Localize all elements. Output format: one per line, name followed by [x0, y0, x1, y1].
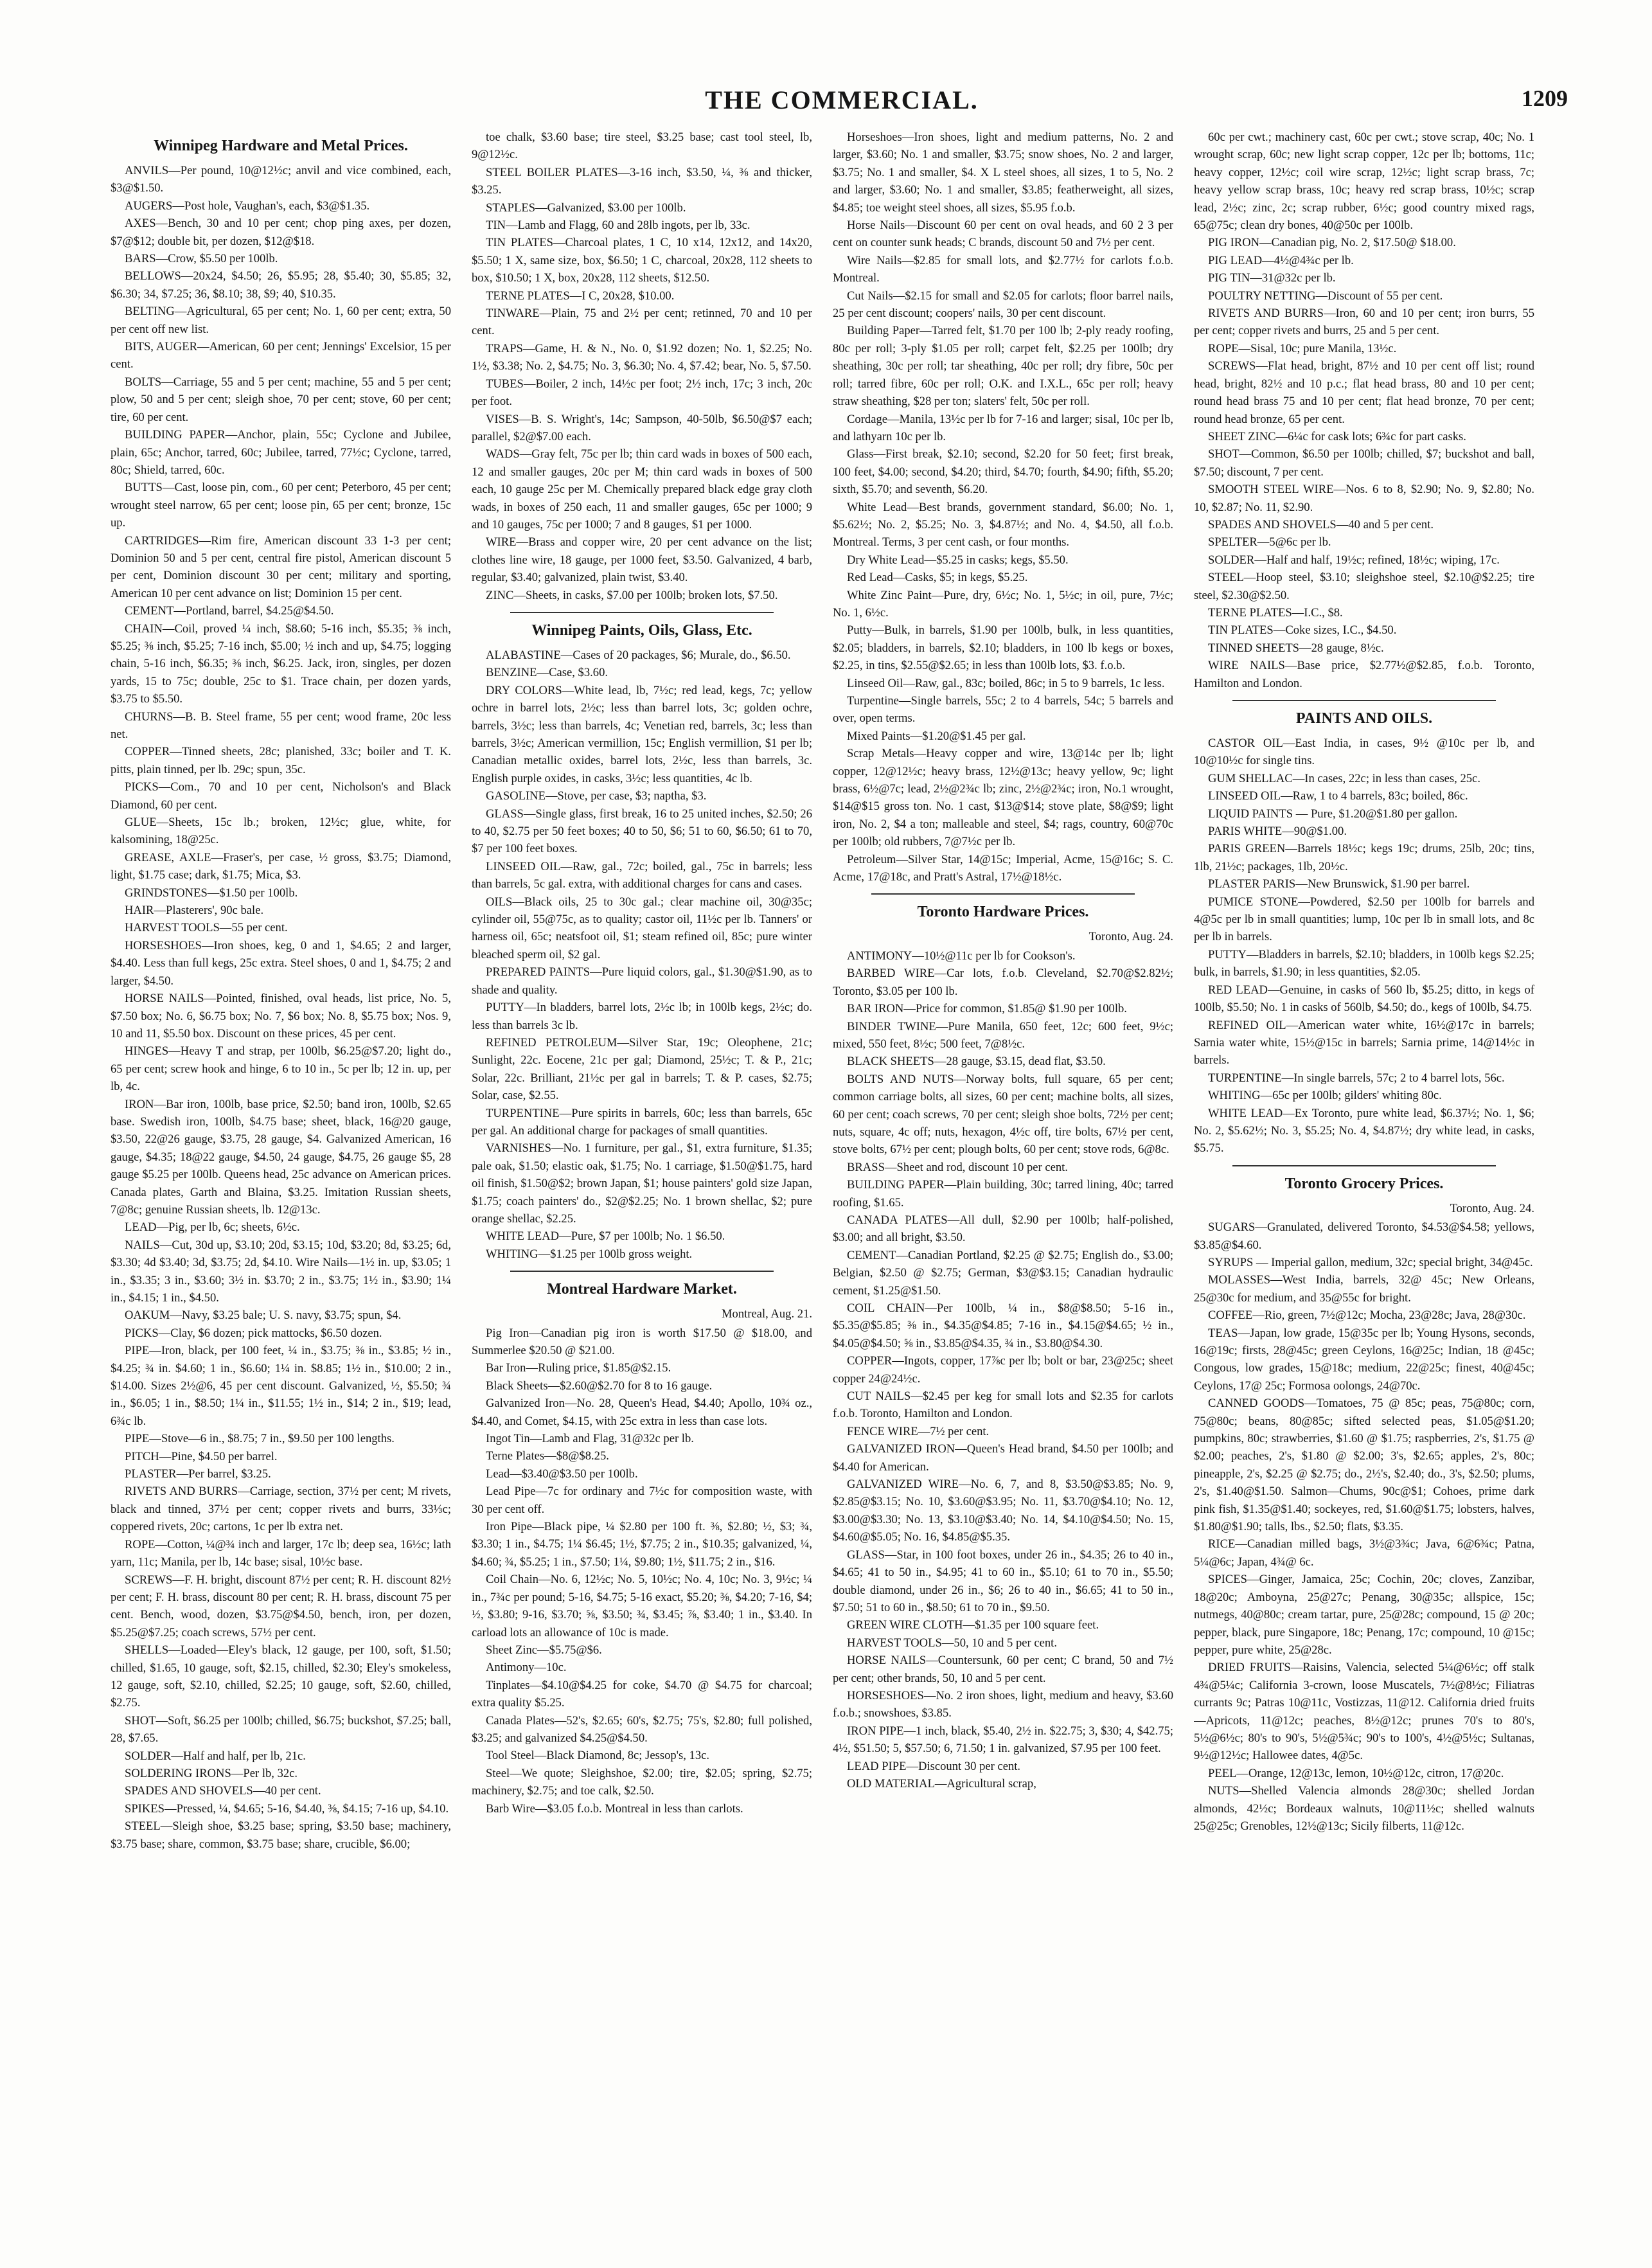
price-entry: SHOT—Common, $6.50 per 100lb; chilled, $7; buckshot and ball, $7.50; discount, 7 per cent. [1194, 447, 1534, 479]
price-entry: PIPE—Iron, black, per 100 feet, ¼ in., $3.75; ⅜ in., $3.85; ½ in., $4.25; ¾ in. $4.60; 1 in., $6.60; 1¼ in. $8.85; 1½ in., $10.00; 2 in., $14.00. Sizes 2½@6, 45 per cent discount. Galvanized, ½, $5.50; ¾ in., $6.05; 1 in., $8.50; 1¼ in., $11.55; 1½ in., $14; 2 in., $19; lead, 6¾c lb. [111, 1344, 451, 1428]
price-entry: Lead Pipe—7c for ordinary and 7½c for composition waste, with 30 per cent off. [472, 1485, 812, 1516]
price-entry: PREPARED PAINTS—Pure liquid colors, gal., $1.30@$1.90, as to shade and quality. [472, 965, 812, 997]
price-entry: SHELLS—Loaded—Eley's black, 12 gauge, per 100, soft, $1.50; chilled, $1.65, 10 gauge, soft, $2.15, chilled, $2.30; Eley's smokeless, 12 gauge, soft, $2.10, chilled, $2.25; 10 gauge, soft, $2.60, chilled, $2.75. [111, 1643, 451, 1710]
price-entry: ANVILS—Per pound, 10@12½c; anvil and vice combined, each, $3@$1.50. [111, 164, 451, 195]
price-entry: GUM SHELLAC—In cases, 22c; in less than cases, 25c. [1208, 771, 1480, 785]
price-entry: toe chalk, $3.60 base; tire steel, $3.25 base; cast tool steel, lb, 9@12½c. [472, 130, 812, 162]
price-entry: ZINC—Sheets, in casks, $7.00 per 100lb; broken lots, $7.50. [486, 588, 778, 602]
section-divider [510, 1271, 774, 1272]
price-entry: RICE—Canadian milled bags, 3½@3¾c; Java, 6@6¾c; Patna, 5¼@6c; Japan, 4¾@ 6c. [1194, 1537, 1534, 1569]
price-entry: HORSESHOES—No. 2 iron shoes, light, medium and heavy, $3.60 f.o.b.; snowshoes, $3.85. [833, 1688, 1173, 1720]
price-entry: GLASS—Single glass, first break, 16 to 25 united inches, $2.50; 26 to 40, $2.75 per 50 feet boxes; 40 to 50, $6; 51 to 60, $6.50; 61 to 70, $7 per 100 feet boxes. [472, 807, 812, 856]
price-entry: TINNED SHEETS—28 gauge, 8½c. [1208, 641, 1384, 655]
price-entry: Petroleum—Silver Star, 14@15c; Imperial, Acme, 15@16c; S. C. Acme, 17@18c, and Pratt's Astral, 17½@18½c. [833, 852, 1173, 884]
column-1 [111, 129, 451, 2240]
price-entry: TURPENTINE—In single barrels, 57c; 2 to 4 barrel lots, 56c. [1208, 1071, 1505, 1085]
price-entry: Building Paper—Tarred felt, $1.70 per 100 lb; 2-ply ready roofing, 80c per roll; 3-ply $1.05 per roll; carpet felt, $2.25 per 100lb; dry sheathing, 30c per roll; tar sheathing, 40c per roll; dry fibre, 50c per roll; tarred fibre, 60c per roll; O.K. and I.X.L., 65c per roll; heavy straw sheathing, $28 per ton; slaters' felt, 50c per roll. [833, 324, 1173, 409]
section-title: Winnipeg Paints, Oils, Glass, Etc. [531, 621, 752, 639]
price-entry: SPADES AND SHOVELS—40 and 5 per cent. [1208, 517, 1434, 531]
section-title: PAINTS AND OILS. [1295, 710, 1433, 727]
price-entry: SOLDERING IRONS—Per lb, 32c. [125, 1766, 298, 1780]
price-entry: WIRE NAILS—Base price, $2.77½@$2.85, f.o.b. Toronto, Hamilton and London. [1194, 659, 1534, 690]
section-title: Winnipeg Hardware and Metal Prices. [154, 138, 408, 154]
price-entry: White Lead—Best brands, government standard, $6.00; No. 1, $5.62½; No. 2, $5.25; No. 3, $4.87½; and No. 4, $4.50, all f.o.b. Montreal. Terms, 3 per cent cash, or four months. [833, 500, 1173, 549]
price-entry: White Zinc Paint—Pure, dry, 6½c; No. 1, 5½c; in oil, pure, 7½c; No. 1, 6½c. [833, 588, 1173, 620]
price-entry: LEAD PIPE—Discount 30 per cent. [847, 1759, 1021, 1773]
price-entry: HAIR—Plasterers', 90c bale. [125, 904, 264, 918]
price-entry: PIG IRON—Canadian pig, No. 2, $17.50@ $18.00. [1208, 236, 1456, 250]
price-entry: SCREWS—F. H. bright, discount 87½ per cent; R. H. discount 82½ per cent; F. H. brass, discount 80 per cent; R. H. brass, discount 75 per cent. Bench, wood, dozen, $3.75@$4.50, bench, iron, per dozen, $5.25@$7.25; coach screws, 57½ per cent. [111, 1573, 451, 1639]
section-divider [510, 612, 774, 613]
price-entry: CANNED GOODS—Tomatoes, 75 @ 85c; peas, 75@80c; corn, 75@80c; beans, 80@85c; sifted selected peas, $1.05@$1.20; pumpkins, 80c; strawberries, $1.60 @ $1.75; raspberries, 2's, $1.75 @ $2.00; peaches, 2's, $1.80 @ $2.00; 3's, $2.65; apples, 2's, 80c; pineapple, 2's, $2.25 @ $2.75; do., 2½'s, $2.40; do., 3's, $2.50; plums, 2's, $1.40@$1.50. Salmon—Chums, 90c@$1; Cohoes, prime dark pink fish, $1.35@$1.40; sockeyes, red, $1.60@$1.75; lobsters, halves, $1.80@$1.90; talls, lbs., $2.50; flats, $3.35. [1194, 1397, 1534, 1534]
price-entry: STEEL—Hoop steel, $3.10; sleighshoe steel, $2.10@$2.25; tire steel, $2.30@$2.50. [1194, 571, 1534, 602]
price-entry: HORSESHOES—Iron shoes, keg, 0 and 1, $4.65; 2 and larger, $4.40. Less than full kegs, 25c extra. Steel shoes, 0 and 1, $4.75; 2 and larger, $4.50. [111, 938, 451, 988]
price-entry: MOLASSES—West India, barrels, 32@ 45c; New Orleans, 25@30c for medium, and 35@55c for bright. [1194, 1273, 1534, 1305]
price-entry: RED LEAD—Genuine, in casks of 560 lb, $5.25; ditto, in kegs of 100lb, $5.50; No. 1 in casks of 560lb, $4.50; do., kegs of 100lb, $4.75. [1194, 983, 1534, 1015]
price-entry: SHEET ZINC—6¼c for cask lots; 6¾c for part casks. [1208, 429, 1466, 443]
publication-title: THE COMMERCIAL. [705, 85, 979, 114]
price-entry: HORSE NAILS—Countersunk, 60 per cent; C brand, 50 and 7½ per cent; other brands, 50, 10 and 5 per cent. [833, 1654, 1173, 1685]
price-entry: Cordage—Manila, 13½c per lb for 7-16 and larger; sisal, 10c per lb, and lathyarn 10c per lb. [833, 412, 1173, 443]
price-entry: CASTOR OIL—East India, in cases, 9½ @10c per lb, and 10@10½c for single tins. [1194, 737, 1534, 768]
price-entry: POULTRY NETTING—Discount of 55 per cent. [1208, 289, 1443, 303]
price-entry: BELLOWS—20x24, $4.50; 26, $5.95; 28, $5.40; 30, $5.85; 32, $6.30; 34, $7.25; 36, $8.10; 38, $9; 40, $10.35. [111, 269, 451, 301]
price-entry: 60c per cwt.; machinery cast, 60c per cwt.; stove scrap, 40c; No. 1 wrought scrap, 60c; new light scrap copper, 12c per lb; bottoms, 11c; heavy copper, 12½c; coil wire scrap, 12½c; light scrap brass, 7c; heavy yellow scrap brass, 10c; heavy red scrap brass, 10½c; scrap lead, 2½c; zinc, 2c; scrap rubber, 6½c; good country mixed rags, 65@75c; clean dry bones, 40@50c per 100lb. [1194, 130, 1534, 233]
price-entry: COFFEE—Rio, green, 7½@12c; Mocha, 23@28c; Java, 28@30c. [1208, 1308, 1526, 1323]
price-entry: Linseed Oil—Raw, gal., 83c; boiled, 86c; in 5 to 9 barrels, 1c less. [847, 676, 1165, 690]
price-section [472, 1271, 812, 1817]
price-section [833, 129, 1173, 886]
price-entry: PARIS WHITE—90@$1.00. [1208, 825, 1347, 839]
price-entry: Pig Iron—Canadian pig iron is worth $17.50 @ $18.00, and Summerlee $20.50 @ $21.00. [472, 1326, 812, 1357]
price-entry: SPICES—Ginger, Jamaica, 25c; Cochin, 20c; cloves, Zanzibar, 18@20c; Amboyna, 25@27c; Penang, 30@35c; allspice, 15c; nutmegs, 40@80c; cream tartar, pure, 25@28c; compound, 15 @ 20c; pepper, black, pure Singapore, 18c; Penang, 17c; compound, 10 @15c; pepper, pure white, 25@28c. [1194, 1573, 1534, 1657]
price-entry: GASOLINE—Stove, per case, $3; naptha, $3. [486, 789, 707, 803]
price-entry: VISES—B. S. Wright's, 14c; Sampson, 40-50lb, $6.50@$7 each; parallel, $2@$7.00 each. [472, 412, 812, 443]
price-entry: BOLTS—Carriage, 55 and 5 per cent; machine, 55 and 5 per cent; plow, 50 and 5 per cent; sleigh shoe, 70 per cent; stove, 60 per cent; tire, 60 per cent. [111, 375, 451, 424]
price-entry: WIRE—Brass and copper wire, 20 per cent advance on the list; clothes line wire, 18 gauge, per 1000 feet, $3.50. Galvanized, 4 barb, regular, $3.40; galvanized, plain twist, $3.40. [472, 535, 812, 585]
price-entry: BITS, AUGER—American, 60 per cent; Jennings' Excelsior, 15 per cent. [111, 340, 451, 371]
section-title: Toronto Hardware Prices. [917, 904, 1089, 921]
price-entry: Horse Nails—Discount 60 per cent on oval heads, and 60 2 3 per cent on counter sunk heads; C brands, discount 50 and 7½ per cent. [833, 219, 1173, 250]
price-entry: PITCH—Pine, $4.50 per barrel. [125, 1449, 278, 1463]
price-entry: IRON—Bar iron, 100lb, base price, $2.50; band iron, 100lb, $2.65 base. Swedish iron, 100lb, $4.75 base; sheet, black, 16@20 gauge, $3.50, 22@26 gauge, $3.75, 28 gauge, $4. Galvanized American, 16 gauge, $4.35; 18@22 gauge, $4.50, 24 gauge, $4.75, 26 gauge $5, 28 gauge $5.25 per 100lb. Queens head, 25c advance on American prices. Canada plates, Garth and Blaina, $3.25. Imitation Russian sheets, 7@8c; genuine Russian sheets, lb. 12@13c. [111, 1097, 451, 1217]
price-entry: WADS—Gray felt, 75c per lb; thin card wads in boxes of 500 each, 12 and smaller gauges, 20c per M; thin card wads in boxes of 500 each, 10 gauge 25c per M. Chemically prepared black edge gray cloth wads, in boxes of 250 each, 11 and smaller gauges, 65c per 1000; 9 and 10 gauges, 75c per 1000; 7 and 8 gauges, $1 per 1000. [472, 447, 812, 531]
price-entry: Putty—Bulk, in barrels, $1.90 per 100lb, bulk, in less quantities, $2.05; bladders, in barrels, $2.10; bladders, in 100 lb kegs or boxes, $2.25, in tins, $2.55@$2.65; in less than 100lb lots, $3. f.o.b. [833, 623, 1173, 673]
price-entry: SCREWS—Flat head, bright, 87½ and 10 per cent off list; round head, bright, 82½ and 10 p.c.; flat head brass, 80 and 10 per cent; round head brass 75 and 10 per cent; flat head bronze, 70 per cent; round head bronze, 65 per cent. [1194, 359, 1534, 426]
price-entry: BAR IRON—Price for common, $1.85@ $1.90 per 100lb. [847, 1002, 1127, 1016]
price-entry: Terne Plates—$8@$8.25. [486, 1449, 609, 1463]
price-entry: STEEL—Sleigh shoe, $3.25 base; spring, $3.50 base; machinery, $3.75 base; share, common, $3.75 base; share, crucible, $6.00; [111, 1819, 451, 1851]
price-entry: GREEN WIRE CLOTH—$1.35 per 100 square feet. [847, 1618, 1099, 1632]
price-entry: TIN PLATES—Coke sizes, I.C., $4.50. [1208, 623, 1397, 638]
price-entry: Canada Plates—52's, $2.65; 60's, $2.75; 75's, $2.80; full polished, $3.25; and galvanized $4.25@$4.50. [472, 1713, 812, 1745]
price-entry: TERNE PLATES—I.C., $8. [1208, 605, 1343, 620]
price-entry: Tool Steel—Black Diamond, 8c; Jessop's, 13c. [486, 1749, 710, 1763]
price-entry: Lead—$3.40@$3.50 per 100lb. [486, 1467, 638, 1481]
price-entry: PEEL—Orange, 12@13c, lemon, 10½@12c, citron, 17@20c. [1208, 1766, 1504, 1780]
price-entry: RIVETS AND BURRS—Iron, 60 and 10 per cent; iron burrs, 55 per cent; copper rivets and burrs, 25 and 5 per cent. [1194, 307, 1534, 338]
section-title: Toronto Grocery Prices. [1284, 1175, 1444, 1192]
price-entry: Dry White Lead—$5.25 in casks; kegs, $5.50. [847, 553, 1069, 567]
price-entry: FENCE WIRE—7½ per cent. [847, 1424, 990, 1438]
price-entry: STAPLES—Galvanized, $3.00 per 100lb. [486, 201, 686, 215]
price-entry: Black Sheets—$2.60@$2.70 for 8 to 16 gauge. [486, 1379, 713, 1393]
price-entry: TEAS—Japan, low grade, 15@35c per lb; Young Hysons, seconds, 16@19c; firsts, 28@45c; green Ceylons, 16@25c; Indian, 18 @45c; Congous, low grades, 15@18c; medium, 22@25c; finest, 40@45c; Ceylons, 17@ 25c; Formosa oolongs, 24@70c. [1194, 1326, 1534, 1393]
price-entry: SPELTER—5@6c per lb. [1208, 535, 1331, 549]
price-section [472, 129, 812, 604]
price-entry: CHAIN—Coil, proved ¼ inch, $8.60; 5-16 inch, $5.35; ⅜ inch, $5.25; ⅜ inch, $5.25; 7-16 inch, $5.00; ½ inch and up, $4.75; logging chain, 5-16 inch, $6.35; ⅜ inch, $6.25. Jack, iron, singles, per dozen yards, 15 to 75c; double, 25c to $1. Trace chain, per dozen yards, $3.75 to $5.50. [111, 621, 451, 706]
price-entry: PICKS—Com., 70 and 10 per cent, Nicholson's and Black Diamond, 60 per cent. [111, 780, 451, 812]
page-number: 1209 [1522, 85, 1568, 111]
price-entry: TUBES—Boiler, 2 inch, 14½c per foot; 2½ inch, 17c; 3 inch, 20c per foot. [472, 377, 812, 409]
masthead [116, 85, 1568, 123]
column-2 [472, 129, 812, 2240]
price-entry: WHITING—65c per 100lb; gilders' whiting 80c. [1208, 1089, 1442, 1103]
price-entry: Galvanized Iron—No. 28, Queen's Head, $4.40; Apollo, 10¾ oz., $4.40, and Comet, $4.15, with 25c extra in less than case lots. [472, 1397, 812, 1428]
price-entry: PUTTY—Bladders in barrels, $2.10; bladders, in 100lb kegs $2.25; bulk, in barrels, $1.90; in less quantities, $2.05. [1194, 947, 1534, 979]
price-entry: SPADES AND SHOVELS—40 per cent. [125, 1784, 321, 1798]
price-section [1194, 700, 1534, 1157]
price-entry: PIPE—Stove—6 in., $8.75; 7 in., $9.50 per 100 lengths. [125, 1432, 395, 1446]
price-entry: CUT NAILS—$2.45 per keg for small lots and $2.35 for carlots f.o.b. Toronto, Hamilton and London. [833, 1389, 1173, 1421]
price-entry: BARBED WIRE—Car lots, f.o.b. Cleveland, $2.70@$2.82½; Toronto, $3.05 per 100 lb. [833, 967, 1173, 998]
section-divider [1232, 700, 1496, 701]
price-entry: SHOT—Soft, $6.25 per 100lb; chilled, $6.75; buckshot, $7.25; ball, 28, $7.65. [111, 1713, 451, 1746]
price-entry: ROPE—Sisal, 10c; pure Manila, 13½c. [1208, 341, 1397, 355]
price-entry: Wire Nails—$2.85 for small lots, and $2.77½ for carlots f.o.b. Montreal. [833, 253, 1173, 285]
price-entry: PIG LEAD—4½@4¾c per lb. [1208, 253, 1354, 267]
price-entry: PLASTER—Per barrel, $3.25. [125, 1467, 271, 1481]
price-entry: HORSE NAILS—Pointed, finished, oval heads, list price, No. 5, $7.50 box; No. 6, $6.75 box; No. 7, $6 box; No. 8, $5.75 box; Nos. 9, 10 and 11, $5.50 box. Discount on these prices, 45 per cent. [111, 992, 451, 1040]
price-entry: Turpentine—Single barrels, 55c; 2 to 4 barrels, 54c; 5 barrels and over, open terms. [833, 694, 1173, 726]
price-entry: REFINED PETROLEUM—Silver Star, 19c; Oleophene, 21c; Sunlight, 22c. Eocene, 21c per gal; Diamond, 25½c; T. & P., 21c; Solar, 22c. Brilliant, 21½c per gal in barrels; T. & P. cases, $2.75; Solar, case, $2.55. [472, 1035, 812, 1103]
section-title: Montreal Hardware Market. [547, 1281, 737, 1298]
price-entry: PLASTER PARIS—New Brunswick, $1.90 per barrel. [1208, 877, 1470, 891]
price-entry: CEMENT—Canadian Portland, $2.25 @ $2.75; English do., $3.00; Belgian, $2.50 @ $2.75; German, $3@$3.15; Canadian hydraulic cement, $1.25@$1.50. [833, 1248, 1173, 1298]
price-entry: CEMENT—Portland, barrel, $4.25@$4.50. [125, 604, 334, 618]
price-entry: ANTIMONY—10½@11c per lb for Cookson's. [847, 949, 1076, 963]
price-entry: GLASS—Star, in 100 foot boxes, under 26 in., $4.35; 26 to 40 in., $4.65; 41 to 50 in., $4.95; 41 to 60 in., $5.10; 61 to 70 in., $5.50; double diamond, under 26 in., $6; 26 to 40 in., $6.65; 41 to 50 in., $7.50; 51 to 60 in., $8.50; 61 to 70 in., $9.50. [833, 1548, 1173, 1614]
price-entry: Coil Chain—No. 6, 12½c; No. 5, 10½c; No. 4, 10c; No. 3, 9½c; ¼ in., 7¾c per pound; 5-16, $4.75; 5-16 exact, $5.20; ⅜, $4.20; 7-16, $4; ½, $3.80; 9-16, $3.70; ⅝, $3.50; ¾, $3.45; ⅞, $3.40; 1 in., $3.40. In carload lots an allowance of 10c is made. [472, 1573, 812, 1639]
price-section [111, 136, 451, 1853]
price-entry: ALABASTINE—Cases of 20 packages, $6; Murale, do., $6.50. [486, 648, 791, 662]
price-entry: BUTTS—Cast, loose pin, com., 60 per cent; Peterboro, 45 per cent; wrought steel narrow, 65 per cent; loose pin, 65 per cent; bronze, 15c up. [111, 481, 451, 530]
price-entry: BOLTS AND NUTS—Norway bolts, full square, 65 per cent; common carriage bolts, all sizes, 60 per cent; machine bolts, all sizes, 60 per cent; coach screws, 70 per cent; sleigh shoe bolts, 72½ per cent; nuts, square, 4c off; nuts, hexagon, 4½c off, tire bolts, 67½ per cent, stove bolts, 67½ per cent; plough bolts, 60 per cent; stove rods, 6@8c. [833, 1072, 1173, 1157]
price-entry: SOLDER—Half and half, 19½c; refined, 18½c; wiping, 17c. [1208, 553, 1500, 567]
price-entry: ROPE—Cotton, ¼@¾ inch and larger, 17c lb; deep sea, 16½c; lath yarn, 11c; Manila, per lb, 14c base; sisal, 10½c base. [111, 1537, 451, 1569]
price-entry: Barb Wire—$3.05 f.o.b. Montreal in less than carlots. [486, 1801, 743, 1816]
column-4 [1194, 129, 1534, 2240]
price-section [833, 893, 1173, 1792]
price-entry: GRINDSTONES—$1.50 per 100lb. [125, 886, 298, 900]
price-entry: Tinplates—$4.10@$4.25 for coke, $4.70 @ $4.75 for charcoal; extra quality $5.25. [472, 1678, 812, 1710]
price-section [472, 612, 812, 1263]
price-entry: CHURNS—B. B. Steel frame, 55 per cent; wood frame, 20c less net. [111, 710, 451, 741]
price-entry: WHITE LEAD—Ex Toronto, pure white lead, $6.37½; No. 1, $6; No. 2, $5.62½; No. 3, $5.25; No. 4, $4.87½; dry white lead, in casks, $5.75. [1194, 1106, 1534, 1156]
price-entry: Bar Iron—Ruling price, $1.85@$2.15. [486, 1361, 671, 1375]
price-entry: GALVANIZED WIRE—No. 6, 7, and 8, $3.50@$3.85; No. 9, $2.85@$3.15; No. 10, $3.60@$3.95; No. 11, $3.70@$4.10; No. 12, $3.00@$3.30; No. 13, $3.10@$3.40; No. 14, $4.10@$4.50; No. 15, $4.60@$5.05; No. 16, $4.85@$5.35. [833, 1478, 1173, 1544]
price-entry: SYRUPS — Imperial gallon, medium, 32c; special bright, 34@45c. [1208, 1255, 1533, 1269]
price-entry: LINSEED OIL—Raw, 1 to 4 barrels, 83c; boiled, 86c. [1208, 789, 1468, 803]
dateline: Toronto, Aug. 24. [1450, 1201, 1534, 1215]
price-entry: Antimony—10c. [486, 1661, 567, 1675]
dateline: Toronto, Aug. 24. [1088, 930, 1173, 944]
price-entry: BINDER TWINE—Pure Manila, 650 feet, 12c; 600 feet, 9½c; mixed, 550 feet, 8½c; 500 feet, 7@8½c. [833, 1019, 1173, 1051]
price-entry: SMOOTH STEEL WIRE—Nos. 6 to 8, $2.90; No. 9, $2.80; No. 10, $2.87; No. 11, $2.90. [1194, 483, 1534, 514]
price-entry: SPIKES—Pressed, ¼, $4.65; 5-16, $4.40, ⅜, $4.15; 7-16 up, $4.10. [125, 1801, 449, 1816]
column-3 [833, 129, 1173, 2240]
price-entry: BUILDING PAPER—Anchor, plain, 55c; Cyclone and Jubilee, plain, 65c; Anchor, tarred, 60c; Jubilee, tarred, 77½c; Cyclone, tarred, 80c; Shield, tarred, 60c. [111, 428, 451, 477]
price-entry: REFINED OIL—American water white, 16½@17c in barrels; Sarnia water white, 15½@15c in barrels; Sarnia prime, 14@14½c in barrels. [1194, 1018, 1534, 1067]
price-entry: Mixed Paints—$1.20@$1.45 per gal. [847, 729, 1026, 743]
price-entry: OILS—Black oils, 25 to 30c gal.; clear machine oil, 30@35c; cylinder oil, 55@75c, as to quality; castor oil, 11½c per lb. Tanners' or harness oil, 65c; neatsfoot oil, $1; steam refined oil, 85c; pure winter bleached sperm oil, $2 gal. [472, 895, 812, 961]
price-entry: DRY COLORS—White lead, lb, 7½c; red lead, kegs, 7c; yellow ochre in barrel lots, 2½c; less than barrel lots, 3c; golden ochre, barrels, 3½c; less than barrels, 4c; Venetian red, barrels, 3c; less than barrels, 3½c; American vermillion, 15c; English vermillion, $1 per lb; Canadian metallic oxides, barrel lots, 2½c, less than barrels, 3c. English purple oxides, in casks, 3½c; less quantities, 4c lb. [472, 683, 812, 785]
dateline: Montreal, Aug. 21. [722, 1307, 812, 1321]
price-entry: NUTS—Shelled Valencia almonds 28@30c; shelled Jordan almonds, 42½c; Bordeaux walnuts, 10@11½c; shelled walnuts 25@25c; Grenobles, 12½@13c; Sicily filberts, 11@12c. [1194, 1784, 1534, 1833]
price-entry: LIQUID PAINTS — Pure, $1.20@$1.80 per gallon. [1208, 807, 1458, 821]
price-entry: COIL CHAIN—Per 100lb, ¼ in., $8@$8.50; 5-16 in., $5.35@$5.85; ⅜ in., $4.35@$4.85; 7-16 in., $4.15@$4.65; ½ in., $4.05@$4.50; ⅝ in., $3.85@$4.35, ¾ in., $3.80@$4.30. [833, 1301, 1173, 1350]
price-entry: IRON PIPE—1 inch, black, $5.40, 2½ in. $22.75; 3, $30; 4, $42.75; 4½, $51.50; 5, $57.50; 6, 71.50; 1 in. galvanized, $7.95 per 100 feet. [833, 1724, 1173, 1756]
price-entry: TIN—Lamb and Flagg, 60 and 28lb ingots, per lb, 33c. [486, 219, 751, 233]
price-entry: Iron Pipe—Black pipe, ¼ $2.80 per 100 ft. ⅜, $2.80; ½, $3; ¾, $3.30; 1 in., $4.75; 1¼ $6.45; 1½, $7.75; 2 in., $10.35; galvanized, ¼, $4.60; ¾, $5.25; 1 in., $7.50; 1¼, $9.80; 1½, $11.75; 2 in., $16. [472, 1520, 812, 1569]
price-entry: HARVEST TOOLS—50, 10 and 5 per cent. [847, 1636, 1057, 1650]
price-entry: PARIS GREEN—Barrels 18½c; kegs 19c; drums, 25lb, 20c; tins, 1lb, 21½c; packages, 1lb, 20½c. [1194, 842, 1534, 873]
price-entry: COPPER—Ingots, copper, 17⅞c per lb; bolt or bar, 23@25c; sheet copper 24@24½c. [833, 1354, 1173, 1386]
price-entry: PUTTY—In bladders, barrel lots, 2½c lb; in 100lb kegs, 2½c; do. less than barrels 3c lb. [472, 1001, 812, 1032]
price-entry: OAKUM—Navy, $3.25 bale; U. S. navy, $3.75; spun, $4. [125, 1308, 402, 1323]
price-entry: PIG TIN—31@32c per lb. [1208, 271, 1336, 285]
price-entry: TINWARE—Plain, 75 and 2½ per cent; retinned, 70 and 10 per cent. [472, 307, 812, 338]
section-divider [1232, 1165, 1496, 1166]
price-entry: VARNISHES—No. 1 furniture, per gal., $1, extra furniture, $1.35; pale oak, $1.50; elastic oak, $1.75; No. 1 carriage, $1.50@$1.75, hard oil finish, $1.50@$2; brown Japan, $1; house painters' gold size Japan, $1.75; coach painters' do., $2@$2.25; No. 1 brown shellac, $2; pure orange shellac, $2.25. [472, 1141, 812, 1226]
price-entry: BELTING—Agricultural, 65 per cent; No. 1, 60 per cent; extra, 50 per cent off new list. [111, 305, 451, 336]
price-entry: HARVEST TOOLS—55 per cent. [125, 921, 288, 935]
price-entry: STEEL BOILER PLATES—3-16 inch, $3.50, ¼, ⅜ and thicker, $3.25. [472, 165, 812, 197]
price-entry: BRASS—Sheet and rod, discount 10 per cent. [847, 1160, 1068, 1174]
price-section [1194, 1165, 1534, 1835]
price-entry: TRAPS—Game, H. & N., No. 0, $1.92 dozen; No. 1, $2.25; No. 1½, $3.38; No. 2, $4.75; No. 3, $6.30; No. 4, $7.42; bear, No. 5, $7.50. [472, 341, 812, 373]
price-entry: DRIED FRUITS—Raisins, Valencia, selected 5¼@6½c; off stalk 4¾@5¼c; California 3-crown, loose Muscatels, 7½@8½c; Filiatras currants 9c; Patras 10@11c, Vostizzas, 11@12. California dried fruits—Apricots, 11@12c; peaches, 8½@12c; prunes 70's to 80's, 5½@6½c; 80's to 90's, 5½@5¾c; 90's to 100's, 4½@5½c; Sultanas, 9½@12½c; Hallowee dates, 4@5c. [1194, 1661, 1534, 1763]
price-entry: Steel—We quote; Sleighshoe, $2.00; tire, $2.05; spring, $2.75; machinery, $2.75; and toe calk, $2.50. [472, 1766, 812, 1798]
price-entry: AUGERS—Post hole, Vaughan's, each, $3@$1.35. [125, 199, 370, 213]
price-entry: GLUE—Sheets, 15c lb.; broken, 12½c; glue, white, for kalsomining, 18@25c. [111, 816, 451, 847]
price-entry: PICKS—Clay, $6 dozen; pick mattocks, $6.50 dozen. [125, 1326, 382, 1340]
price-entry: GALVANIZED IRON—Queen's Head brand, $4.50 per 100lb; and $4.40 for American. [833, 1442, 1173, 1474]
price-entry: Red Lead—Casks, $5; in kegs, $5.25. [847, 571, 1028, 585]
price-entry: NAILS—Cut, 30d up, $3.10; 20d, $3.15; 10d, $3.20; 8d, $3.25; 6d, $3.30; 4d $3.40; 3d, $3.75; 2d, $4.10. Wire Nails—1½ in. up, $3.05; 1 in., $3.35; 3 in., $3.60; 3½ in. $3.70; 2 in., $3.75; 1½ in., $3.90; 1¼ in., $4.15; 1 in., $4.50. [111, 1238, 451, 1305]
price-entry: COPPER—Tinned sheets, 28c; planished, 33c; boiler and T. K. pitts, plain tinned, per lb. 29c; spun, 35c. [111, 745, 451, 776]
price-entry: RIVETS AND BURRS—Carriage, section, 37½ per cent; M rivets, black and tinned, 37½ per cent; copper rivets and burrs, 33⅓c; coppered rivets, 20c; cartons, 1c per lb extra net. [111, 1485, 451, 1534]
price-entry: Horseshoes—Iron shoes, light and medium patterns, No. 2 and larger, $3.60; No. 1 and smaller, $3.75; snow shoes, No. 2 and larger, $3.75; No. 1 and smaller, $4. X L steel shoes, all sizes, 1 to 5, No. 2 and larger, $3.60; No. 1 and smaller, $3.85; featherweight, all sizes, $4.85; toe weight steel shoes, all sizes, $5.95 f.o.b. [833, 130, 1173, 215]
price-entry: LINSEED OIL—Raw, gal., 72c; boiled, gal., 75c in barrels; less than barrels, 5c gal. extra, with additional charges for cans and cases. [472, 859, 812, 891]
price-entry: SOLDER—Half and half, per lb, 21c. [125, 1749, 306, 1763]
price-entry: CANADA PLATES—All dull, $2.90 per 100lb; half-polished, $3.00; and all bright, $3.50. [833, 1213, 1173, 1245]
price-entry: BLACK SHEETS—28 gauge, $3.15, dead flat, $3.50. [847, 1055, 1106, 1069]
price-entry: TIN PLATES—Charcoal plates, 1 C, 10 x14, 12x12, and 14x20, $5.50; 1 X, same size, box, $6.50; 1 C, charcoal, 20x28, 112 sheets to box, $10.50; 1 X, box, 20x28, 112 sheets, $12.50. [472, 236, 812, 285]
price-entry: Scrap Metals—Heavy copper and wire, 13@14c per lb; light copper, 12@12½c; heavy brass, 12½@13c; heavy yellow, 9c; light brass, 6½@7c; lead, 2½@2¾c lb; zinc, 2½@2¾c; iron, No.1 wrought, $14@$15 gross ton. No. 1 cast, $13@$14; stove plate, $8@$9; light iron, No. 2, $4 a ton; malleable and steel, $4; rags, country, 60@70c per 100lb; old rubbers, 7@7½c per lb. [833, 747, 1173, 849]
price-entry: BARS—Crow, $5.50 per 100lb. [125, 252, 278, 266]
price-entry: AXES—Bench, 30 and 10 per cent; chop ping axes, per dozen, $7@$12; double bit, per dozen, $12@$18. [111, 217, 451, 248]
price-section [1194, 129, 1534, 692]
price-entry: BUILDING PAPER—Plain building, 30c; tarred lining, 40c; tarred roofing, $1.65. [833, 1178, 1173, 1210]
price-entry: WHITING—$1.25 per 100lb gross weight. [486, 1247, 693, 1261]
price-entry: LEAD—Pig, per lb, 6c; sheets, 6½c. [125, 1220, 300, 1235]
section-divider [871, 893, 1135, 895]
price-entry: BENZINE—Case, $3.60. [486, 666, 608, 680]
price-entry: GREASE, AXLE—Fraser's, per case, ½ gross, $3.75; Diamond, light, $1.75 case; dark, $1.75; Mica, $3. [111, 850, 451, 882]
price-entry: Sheet Zinc—$5.75@$6. [486, 1643, 602, 1657]
price-entry: CARTRIDGES—Rim fire, American discount 33 1-3 per cent; Dominion 50 and 5 per cent, central fire pistol, American discount 5 per cent, Dominion discount 30 per cent; military and sporting, American 10 per cent advance on list; Dominion 15 per cent. [111, 533, 451, 600]
price-entry: Cut Nails—$2.15 for small and $2.05 for carlots; floor barrel nails, 25 per cent discount; coopers' nails, 30 per cent discount. [833, 289, 1173, 321]
price-entry: Glass—First break, $2.10; second, $2.20 for 50 feet; first break, 100 feet, $4.00; second, $4.20; third, $4.70; fourth, $4.90; fifth, $5.20; sixth, $5.70; and seventh, $6.20. [833, 447, 1173, 497]
price-entry: TURPENTINE—Pure spirits in barrels, 60c; less than barrels, 65c per gal. An additional charge for packages of small quantities. [472, 1106, 812, 1138]
price-entry: SUGARS—Granulated, delivered Toronto, $4.53@$4.58; yellows, $3.85@$4.60. [1194, 1220, 1534, 1252]
price-entry: Ingot Tin—Lamb and Flag, 31@32c per lb. [486, 1432, 694, 1446]
price-entry: HINGES—Heavy T and strap, per 100lb, $6.25@$7.20; light do., 65 per cent; screw hook and hinge, 6 to 10 in., 5c per lb; 12 in. up, per lb, 4c. [111, 1044, 451, 1094]
price-entry: PUMICE STONE—Powdered, $2.50 per 100lb for barrels and 4@5c per lb in small quantities; lump, 10c per lb in small lots, and 8c per lb in barrels. [1194, 895, 1534, 944]
price-entry: OLD MATERIAL—Agricultural scrap, [847, 1776, 1036, 1790]
price-entry: TERNE PLATES—I C, 20x28, $10.00. [486, 289, 675, 303]
price-entry: WHITE LEAD—Pure, $7 per 100lb; No. 1 $6.50. [486, 1229, 725, 1244]
